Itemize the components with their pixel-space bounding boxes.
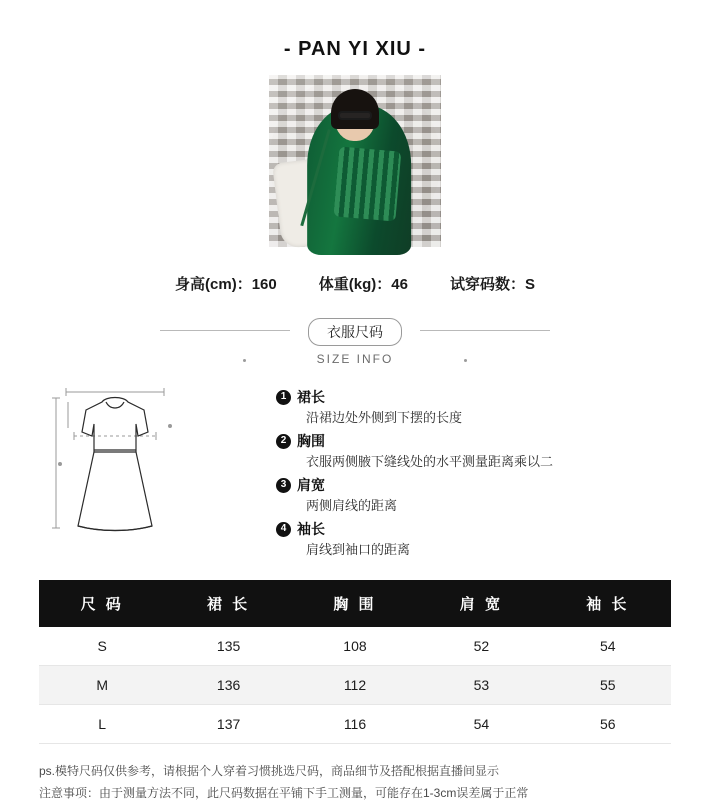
legend-number-3: 3 xyxy=(276,478,291,493)
divider-left xyxy=(160,330,290,331)
measurement-legend xyxy=(276,380,670,562)
divider-right xyxy=(420,330,550,331)
legend-label-4: 袖长 xyxy=(297,521,325,537)
cell-bust: 112 xyxy=(292,666,418,705)
dot-left-icon xyxy=(243,359,246,362)
table-header-shoulder: 肩 宽 xyxy=(418,580,544,627)
footnotes xyxy=(39,760,671,804)
sunglasses-icon xyxy=(338,111,372,120)
size-table xyxy=(39,580,671,744)
legend-label-3: 肩宽 xyxy=(297,477,325,493)
table-header-row xyxy=(39,580,671,627)
table-row xyxy=(39,627,671,666)
legend-item xyxy=(276,518,670,560)
table-header-size: 尺 码 xyxy=(39,580,165,627)
cell-length: 136 xyxy=(165,666,291,705)
model-photo-wrap xyxy=(0,75,710,247)
footnote-1: ps.模特尺码仅供参考，请根据个人穿着习惯挑选尺码，商品细节及搭配根据直播间显示 xyxy=(39,764,500,778)
table-row xyxy=(39,666,671,705)
size-badge: 衣服尺码 xyxy=(308,318,402,346)
cell-size: S xyxy=(39,627,165,666)
table-header-bust: 胸 围 xyxy=(292,580,418,627)
brand-title: - PAN YI XIU - xyxy=(283,38,427,60)
size-info-header xyxy=(0,318,710,366)
model-stats xyxy=(0,273,710,294)
cell-size: L xyxy=(39,705,165,744)
legend-item xyxy=(276,430,670,472)
table-header-sleeve: 袖 长 xyxy=(545,580,671,627)
legend-desc-4: 肩线到袖口的距离 xyxy=(306,542,411,557)
legend-desc-3: 两侧肩线的距离 xyxy=(306,498,398,513)
legend-label-2: 胸围 xyxy=(297,433,325,449)
cell-bust: 108 xyxy=(292,627,418,666)
legend-item xyxy=(276,386,670,428)
cell-bust: 116 xyxy=(292,705,418,744)
model-size-worn: 试穿码数：S xyxy=(449,276,535,293)
model-height: 身高(cm)：160 xyxy=(175,276,277,293)
legend-number-4: 4 xyxy=(276,522,291,537)
cell-sleeve: 54 xyxy=(545,627,671,666)
legend-label-1: 裙长 xyxy=(297,389,325,405)
legend-desc-1: 沿裙边处外侧到下摆的长度 xyxy=(306,410,463,425)
cell-sleeve: 55 xyxy=(545,666,671,705)
diagram-and-legend xyxy=(0,380,710,562)
table-row xyxy=(39,705,671,744)
legend-number-1: 1 xyxy=(276,390,291,405)
cell-length: 135 xyxy=(165,627,291,666)
legend-item xyxy=(276,474,670,516)
cell-size: M xyxy=(39,666,165,705)
footnote-2: 注意事项：由于测量方法不同，此尺码数据在平铺下手工测量，可能存在1-3cm误差属于正常 xyxy=(39,786,529,800)
model-photo xyxy=(269,75,441,247)
model-weight: 体重(kg)：46 xyxy=(318,276,408,293)
table-header-length: 裙 长 xyxy=(165,580,291,627)
legend-desc-2: 衣服两侧腋下缝线处的水平测量距离乘以二 xyxy=(306,454,554,469)
dress-line-drawing xyxy=(44,380,276,540)
dress-diagram xyxy=(44,380,276,562)
cell-shoulder: 53 xyxy=(418,666,544,705)
legend-number-2: 2 xyxy=(276,434,291,449)
dot-right-icon xyxy=(464,359,467,362)
cell-sleeve: 56 xyxy=(545,705,671,744)
size-subtitle-wrap xyxy=(0,352,710,366)
model-hair-shape xyxy=(331,89,379,129)
cell-shoulder: 54 xyxy=(418,705,544,744)
cell-shoulder: 52 xyxy=(418,627,544,666)
cell-length: 137 xyxy=(165,705,291,744)
size-subtitle: SIZE INFO xyxy=(316,352,394,366)
